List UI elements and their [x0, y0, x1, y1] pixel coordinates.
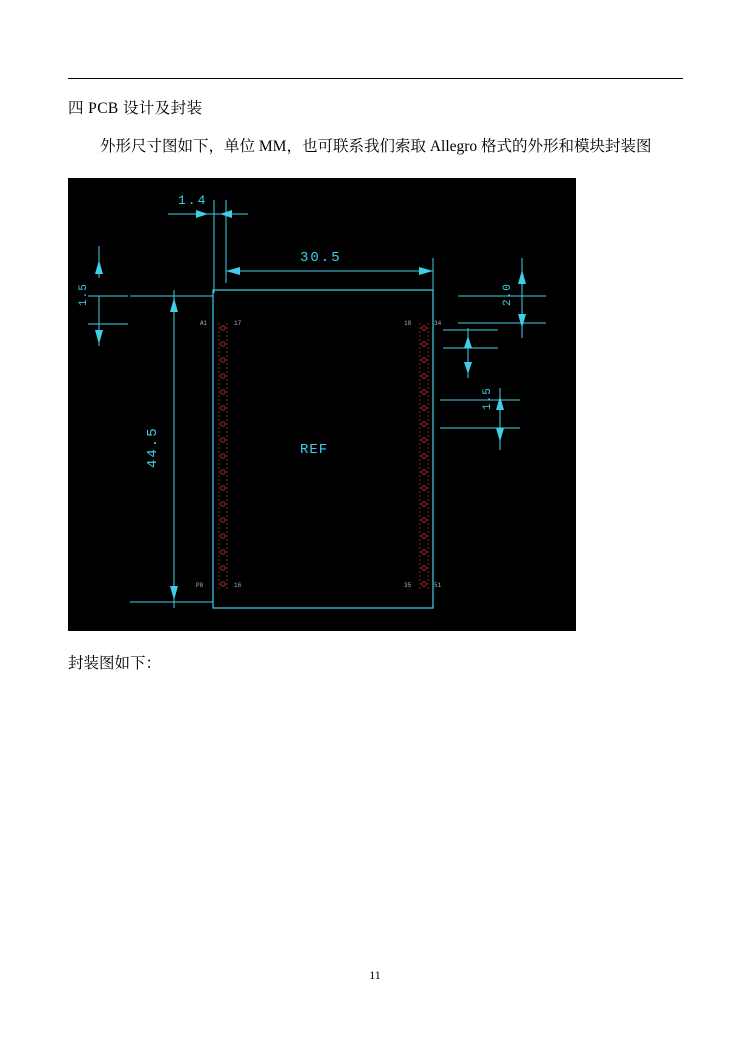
header-divider [68, 78, 683, 79]
figure-caption: 封装图如下： [68, 655, 162, 672]
pin-label-bottom-right: 35 [404, 582, 412, 589]
dim-label-left-1-5: 1.5 [78, 283, 90, 306]
page-number: 11 [369, 968, 381, 982]
pin-label-top-right-num: 34 [434, 320, 442, 327]
pin-label-bottom-right-num: 51 [434, 582, 442, 589]
pin-label-top-left-num: 17 [234, 320, 242, 327]
section-heading: 四 PCB 设计及封装 [68, 100, 203, 117]
dim-label-right-2-0: 2.0 [502, 283, 514, 306]
body-paragraph: 外形尺寸图如下，单位 MM，也可联系我们索取 Allegro 格式的外形和模块封装图 [100, 138, 652, 155]
dim-label-1-4: 1.4 [178, 193, 208, 208]
pin-label-top-left: A1 [200, 320, 208, 327]
dim-label-right-1-5: 1.5 [482, 387, 494, 410]
board-center-label: REF [300, 442, 329, 458]
page-content [68, 96, 683, 679]
dim-label-44-5: 44.5 [145, 426, 161, 468]
dim-label-30-5: 30.5 [300, 250, 342, 266]
pin-label-bottom-left: P8 [196, 582, 204, 589]
pcb-dimension-drawing [68, 178, 576, 631]
pin-label-top-right: 18 [404, 320, 412, 327]
pcb-outline-figure [68, 178, 576, 631]
pin-label-bottom-left-num: 16 [234, 582, 242, 589]
